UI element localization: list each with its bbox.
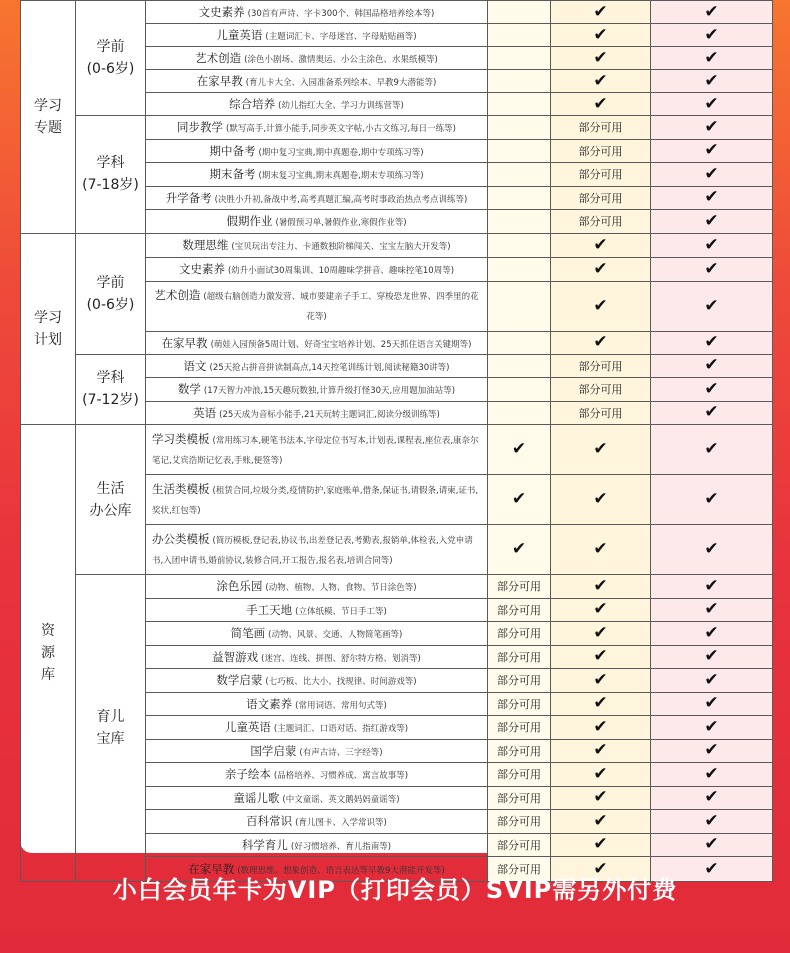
availability-empty [488, 331, 551, 354]
content-title: 儿童英语 [224, 720, 271, 735]
availability-partial: 部分可用 [488, 786, 551, 810]
availability-check [551, 331, 651, 354]
check-icon: ✔ [704, 378, 719, 399]
availability-check [651, 786, 773, 810]
content-description [146, 425, 488, 475]
content-description [146, 475, 488, 525]
content-note: (宝贝玩出专注力、卡通数独阶梯闯关、宝宝左脑大开发等) [231, 242, 451, 252]
group-label [76, 116, 146, 234]
table-row [21, 425, 773, 475]
comparison-card [20, 0, 772, 879]
content-title: 升学备考 [165, 190, 212, 205]
check-icon: ✔ [593, 439, 608, 459]
check-icon: ✔ [704, 763, 719, 784]
check-icon: ✔ [704, 858, 719, 879]
availability-check [488, 475, 551, 525]
check-icon: ✔ [704, 1, 719, 22]
availability-check [651, 24, 773, 47]
check-icon: ✔ [593, 70, 608, 91]
availability-check [651, 810, 773, 834]
availability-partial: 部分可用 [551, 378, 651, 402]
content-note: (决胜小升初,备战中考,高考真题汇编,高考时事政治热点考点训练等) [214, 194, 468, 205]
section-label [21, 233, 76, 425]
check-icon: ✔ [704, 187, 719, 208]
content-note: (品格培养、习惯养成、寓言故事等) [273, 771, 409, 782]
availability-check [651, 378, 773, 402]
check-icon: ✔ [593, 763, 608, 784]
content-title: 假期作业 [226, 214, 273, 229]
content-title: 国学启蒙 [250, 743, 297, 758]
content-title: 语文素养 [246, 696, 293, 711]
check-icon: ✔ [704, 669, 719, 690]
content-title: 亲子绘本 [224, 767, 271, 782]
content-description [146, 401, 488, 425]
check-icon: ✔ [593, 599, 608, 620]
availability-partial: 部分可用 [488, 598, 551, 622]
availability-check [551, 786, 651, 810]
check-icon: ✔ [704, 622, 719, 643]
content-note: (中文童谣、英文鹅妈妈童谣等) [282, 794, 400, 805]
content-title: 文史素养 [178, 262, 225, 276]
content-note: (25天成为音标小能手,21天玩转主题词汇,阅读分级训练等) [219, 409, 440, 420]
content-note: (25天抢占拼音拼读制高点,14天控笔训练计划,阅读秘籍30讲等) [209, 362, 450, 373]
availability-partial: 部分可用 [488, 622, 551, 646]
table-row [21, 1, 773, 24]
content-title: 在家早教 [196, 74, 243, 88]
availability-check [551, 1, 651, 24]
availability-empty [488, 139, 551, 163]
content-note: (数理思维、想象创造、语言表达等早教9大潜能开发等) [237, 866, 445, 876]
content-note: (简历模板,登记表,协议书,出差登记表,考勤表,报销单,体检表,入党申请书,入团申请书,婚前协议,装修合同,开工报告,报名表,培训合同等) [152, 535, 473, 566]
availability-check [651, 669, 773, 693]
availability-check [651, 354, 773, 378]
availability-empty [488, 93, 551, 116]
availability-check [651, 622, 773, 646]
availability-empty [488, 378, 551, 402]
check-icon: ✔ [704, 787, 719, 808]
availability-check [651, 575, 773, 599]
footer-note: 小白会员年卡为VIP（打印会员）SVIP需另外付费 [112, 876, 678, 904]
content-note: (动物、植物、人物、食物、节日涂色等) [265, 583, 417, 594]
check-icon: ✔ [511, 439, 527, 459]
content-description [146, 810, 488, 834]
availability-partial: 部分可用 [488, 857, 551, 882]
content-title: 英语 [193, 405, 217, 420]
content-title: 科学育儿 [241, 837, 288, 852]
check-icon: ✔ [593, 740, 608, 761]
availability-check [551, 70, 651, 93]
availability-check [651, 739, 773, 763]
content-note: (30首有声诗、字卡300个、韩国品格培养绘本等) [247, 9, 435, 19]
check-icon: ✔ [704, 599, 719, 620]
group-label-text: 学前 (0-6岁) [86, 39, 135, 77]
content-description [146, 622, 488, 646]
content-title: 艺术创造 [154, 288, 201, 302]
content-note: (动物、风景、交通、人物简笔画等) [268, 630, 403, 641]
check-icon: ✔ [704, 258, 719, 279]
group-label [76, 575, 146, 882]
availability-check [551, 810, 651, 834]
availability-check [651, 116, 773, 140]
availability-empty [488, 210, 551, 234]
content-description [146, 378, 488, 402]
availability-check [651, 47, 773, 70]
availability-check [551, 692, 651, 716]
group-label [76, 354, 146, 425]
availability-check [651, 525, 773, 575]
content-title: 数学 [177, 382, 201, 397]
check-icon: ✔ [704, 402, 719, 423]
content-description [146, 233, 488, 257]
content-note: (迷宫、连线、拼图、舒尔特方格、划消等) [261, 653, 421, 664]
content-note: (主题词汇、口语对话、指红游戏等) [273, 724, 409, 735]
availability-check [651, 645, 773, 669]
availability-partial: 部分可用 [551, 139, 651, 163]
content-title: 艺术创造 [195, 51, 242, 65]
availability-check [651, 692, 773, 716]
content-description [146, 692, 488, 716]
content-description [146, 716, 488, 740]
content-note: (默写高手,计算小能手,同步英文字帖,小古文练习,每日一练等) [226, 124, 456, 135]
content-note: (17天智力冲浪,15天趣玩数独,计算升级打怪30天,应用题加油站等) [203, 386, 456, 397]
availability-check [651, 210, 773, 234]
availability-empty [488, 281, 551, 331]
check-icon: ✔ [704, 116, 719, 137]
availability-partial: 部分可用 [488, 763, 551, 787]
availability-partial: 部分可用 [551, 401, 651, 425]
availability-empty [488, 401, 551, 425]
availability-check [651, 331, 773, 354]
content-description [146, 139, 488, 163]
availability-empty [488, 47, 551, 70]
content-description [146, 1, 488, 24]
content-title: 学习类模板 [152, 431, 210, 446]
availability-check [651, 716, 773, 740]
availability-empty [488, 354, 551, 378]
content-title: 手工天地 [246, 602, 293, 617]
availability-check [551, 645, 651, 669]
content-note: (育儿图卡、入学常识等) [295, 818, 387, 829]
content-note: (主题词汇卡、字母迷宫、字母贴贴画等) [265, 32, 417, 42]
availability-check [488, 425, 551, 475]
check-icon: ✔ [593, 234, 608, 255]
availability-check [551, 525, 651, 575]
content-description [146, 786, 488, 810]
content-description [146, 669, 488, 693]
check-icon: ✔ [593, 332, 608, 352]
check-icon: ✔ [704, 355, 719, 376]
availability-check [651, 139, 773, 163]
section-label-text: 资 源 库 [41, 623, 55, 683]
content-note: (常用练习本,硬笔书法本,字母定位书写本,计划表,课程表,座位表,康奈尔笔记,艾宾浩斯记忆表,手账,便签等) [152, 435, 479, 466]
check-icon: ✔ [704, 163, 719, 184]
content-title: 童谣儿歌 [233, 790, 280, 805]
availability-check [651, 163, 773, 187]
availability-check [551, 233, 651, 257]
section-label [21, 1, 76, 234]
content-title: 涂色乐园 [216, 579, 263, 594]
content-title: 百科常识 [246, 814, 293, 829]
content-description [146, 645, 488, 669]
check-icon: ✔ [704, 575, 719, 596]
availability-check [651, 186, 773, 210]
content-description [146, 598, 488, 622]
availability-check [551, 24, 651, 47]
content-description [146, 739, 488, 763]
check-icon: ✔ [593, 539, 608, 559]
group-label [76, 425, 146, 575]
check-icon: ✔ [704, 47, 719, 68]
availability-check [651, 401, 773, 425]
availability-empty [488, 257, 551, 281]
content-title: 期中备考 [209, 143, 256, 158]
check-icon: ✔ [704, 93, 719, 114]
check-icon: ✔ [593, 295, 608, 316]
availability-partial: 部分可用 [488, 575, 551, 599]
check-icon: ✔ [704, 140, 719, 161]
check-icon: ✔ [593, 47, 608, 68]
check-icon: ✔ [593, 810, 608, 831]
availability-check [551, 475, 651, 525]
content-description [146, 24, 488, 47]
content-title: 儿童英语 [216, 28, 263, 42]
availability-check [651, 233, 773, 257]
check-icon: ✔ [593, 93, 608, 114]
content-note: (涂色小剧场、激情奥运、小公主涂色、水果纸模等) [244, 55, 438, 65]
availability-check [551, 669, 651, 693]
availability-partial: 部分可用 [488, 739, 551, 763]
availability-check [651, 598, 773, 622]
content-note: (萌娃入园预备5周计划、好奇宝宝培养计划、25天抓住语言关键期等) [210, 339, 472, 350]
availability-check [551, 575, 651, 599]
availability-partial: 部分可用 [488, 833, 551, 857]
check-icon: ✔ [593, 787, 608, 808]
availability-check [651, 475, 773, 525]
availability-empty [488, 163, 551, 187]
check-icon: ✔ [593, 575, 608, 596]
availability-check [651, 281, 773, 331]
table-row [21, 354, 773, 378]
content-title: 同步教学 [177, 120, 224, 135]
content-note: (超级右脑创造力激发营、城市要建亲子手工、穿梭恐龙世界、四季里的花花等) [203, 292, 479, 322]
availability-partial: 部分可用 [488, 716, 551, 740]
check-icon: ✔ [704, 539, 719, 559]
content-note: (期中复习宝典,期中真题卷,期中专项练习等) [258, 147, 424, 158]
content-title: 在家早教 [161, 335, 208, 350]
group-label-text: 学前 (0-6岁) [86, 274, 135, 313]
availability-empty [488, 24, 551, 47]
check-icon: ✔ [593, 622, 608, 643]
content-note: (七巧板、比大小、找规律、时间游戏等) [265, 677, 417, 688]
availability-check [651, 93, 773, 116]
availability-partial: 部分可用 [488, 692, 551, 716]
group-label [76, 233, 146, 354]
content-description [146, 93, 488, 116]
content-description [146, 163, 488, 187]
availability-partial: 部分可用 [488, 810, 551, 834]
content-note: (有声古诗、三字经等) [299, 747, 383, 758]
availability-check [651, 763, 773, 787]
availability-check [551, 739, 651, 763]
group-label [76, 1, 146, 116]
table-row [21, 233, 773, 257]
availability-partial: 部分可用 [551, 354, 651, 378]
table-row [21, 575, 773, 599]
content-description [146, 331, 488, 354]
section-label-text: 学习 专题 [34, 97, 62, 136]
check-icon: ✔ [704, 693, 719, 714]
availability-check [651, 833, 773, 857]
section-label-text: 学习 计划 [34, 309, 62, 348]
content-note: (立体纸模、节日手工等) [295, 606, 387, 617]
check-icon: ✔ [593, 716, 608, 737]
content-note: (租赁合同,垃圾分类,疫情防护,家庭账单,借条,保证书,请假条,请柬,证书,奖状,红包等) [152, 485, 479, 516]
availability-check [551, 281, 651, 331]
check-icon: ✔ [704, 24, 719, 45]
content-description [146, 763, 488, 787]
content-note: (常用词语、常用句式等) [295, 700, 387, 711]
availability-check [551, 716, 651, 740]
availability-empty [488, 1, 551, 24]
content-title: 益智游戏 [212, 649, 259, 664]
content-description [146, 210, 488, 234]
group-label-text: 生活 办公库 [89, 480, 132, 519]
content-title: 数学启蒙 [216, 673, 263, 688]
availability-check [551, 93, 651, 116]
content-title: 综合培养 [229, 97, 276, 111]
content-description [146, 833, 488, 857]
availability-check [651, 257, 773, 281]
availability-check [551, 763, 651, 787]
availability-check [488, 525, 551, 575]
content-title: 语文 [183, 358, 207, 373]
content-note: (期末复习宝典,期末真题卷,期末专项练习等) [258, 171, 424, 182]
content-title: 期末备考 [209, 167, 256, 182]
check-icon: ✔ [593, 24, 608, 45]
availability-check [551, 833, 651, 857]
availability-partial: 部分可用 [551, 116, 651, 140]
check-icon: ✔ [704, 646, 719, 667]
content-description [146, 257, 488, 281]
check-icon: ✔ [704, 332, 719, 352]
group-label-text: 学科 (7-12岁) [82, 370, 139, 409]
availability-empty [488, 186, 551, 210]
availability-empty [488, 233, 551, 257]
check-icon: ✔ [593, 834, 608, 855]
content-description [146, 354, 488, 378]
check-icon: ✔ [704, 834, 719, 855]
table-row [21, 116, 773, 140]
check-icon: ✔ [704, 210, 719, 231]
group-label-text: 育儿 宝库 [96, 709, 125, 747]
check-icon: ✔ [593, 669, 608, 690]
content-note: (暑假预习单,暑假作业,寒假作业等) [275, 218, 407, 229]
availability-empty [488, 116, 551, 140]
availability-check [651, 1, 773, 24]
content-note: (幼儿指红大全、学习力训练营等) [278, 101, 404, 111]
check-icon: ✔ [704, 295, 719, 316]
availability-partial: 部分可用 [551, 210, 651, 234]
section-label [21, 425, 76, 882]
content-title: 在家早教 [188, 862, 235, 876]
group-label-text: 学科 (7-18岁) [82, 155, 139, 194]
content-description [146, 47, 488, 70]
check-icon: ✔ [704, 439, 719, 459]
content-description [146, 186, 488, 210]
check-icon: ✔ [593, 646, 608, 667]
content-note: (育儿卡大全、入园准备系列绘本、早教9大潜能等) [245, 78, 437, 88]
content-note: (幼升小面试30周集训、10周趣味学拼音、趣味控笔10周等) [227, 266, 455, 276]
check-icon: ✔ [593, 693, 608, 714]
table-body [21, 1, 773, 882]
check-icon: ✔ [511, 489, 527, 509]
check-icon: ✔ [704, 810, 719, 831]
check-icon: ✔ [511, 539, 527, 559]
check-icon: ✔ [593, 858, 608, 879]
content-note: (好习惯培养、育儿指南等) [290, 841, 392, 852]
content-description [146, 116, 488, 140]
content-description [146, 281, 488, 331]
availability-check [551, 47, 651, 70]
content-title: 简笔画 [230, 626, 266, 641]
content-description [146, 70, 488, 93]
availability-partial: 部分可用 [551, 163, 651, 187]
availability-check [651, 70, 773, 93]
check-icon: ✔ [704, 234, 719, 255]
check-icon: ✔ [704, 740, 719, 761]
check-icon: ✔ [593, 1, 608, 22]
check-icon: ✔ [704, 489, 719, 509]
content-title: 文史素养 [198, 5, 245, 19]
availability-empty [488, 70, 551, 93]
availability-check [551, 622, 651, 646]
availability-partial: 部分可用 [551, 186, 651, 210]
check-icon: ✔ [593, 258, 608, 279]
content-description [146, 525, 488, 575]
content-title: 生活类模板 [152, 481, 210, 496]
availability-partial: 部分可用 [488, 645, 551, 669]
content-description [146, 575, 488, 599]
availability-check [651, 425, 773, 475]
availability-check [551, 257, 651, 281]
availability-partial: 部分可用 [488, 669, 551, 693]
check-icon: ✔ [704, 716, 719, 737]
membership-comparison-table [20, 0, 773, 882]
availability-check [551, 598, 651, 622]
availability-check [551, 425, 651, 475]
content-title: 办公类模板 [152, 531, 210, 546]
check-icon: ✔ [704, 70, 719, 91]
content-title: 数理思维 [182, 238, 229, 252]
check-icon: ✔ [593, 489, 608, 509]
